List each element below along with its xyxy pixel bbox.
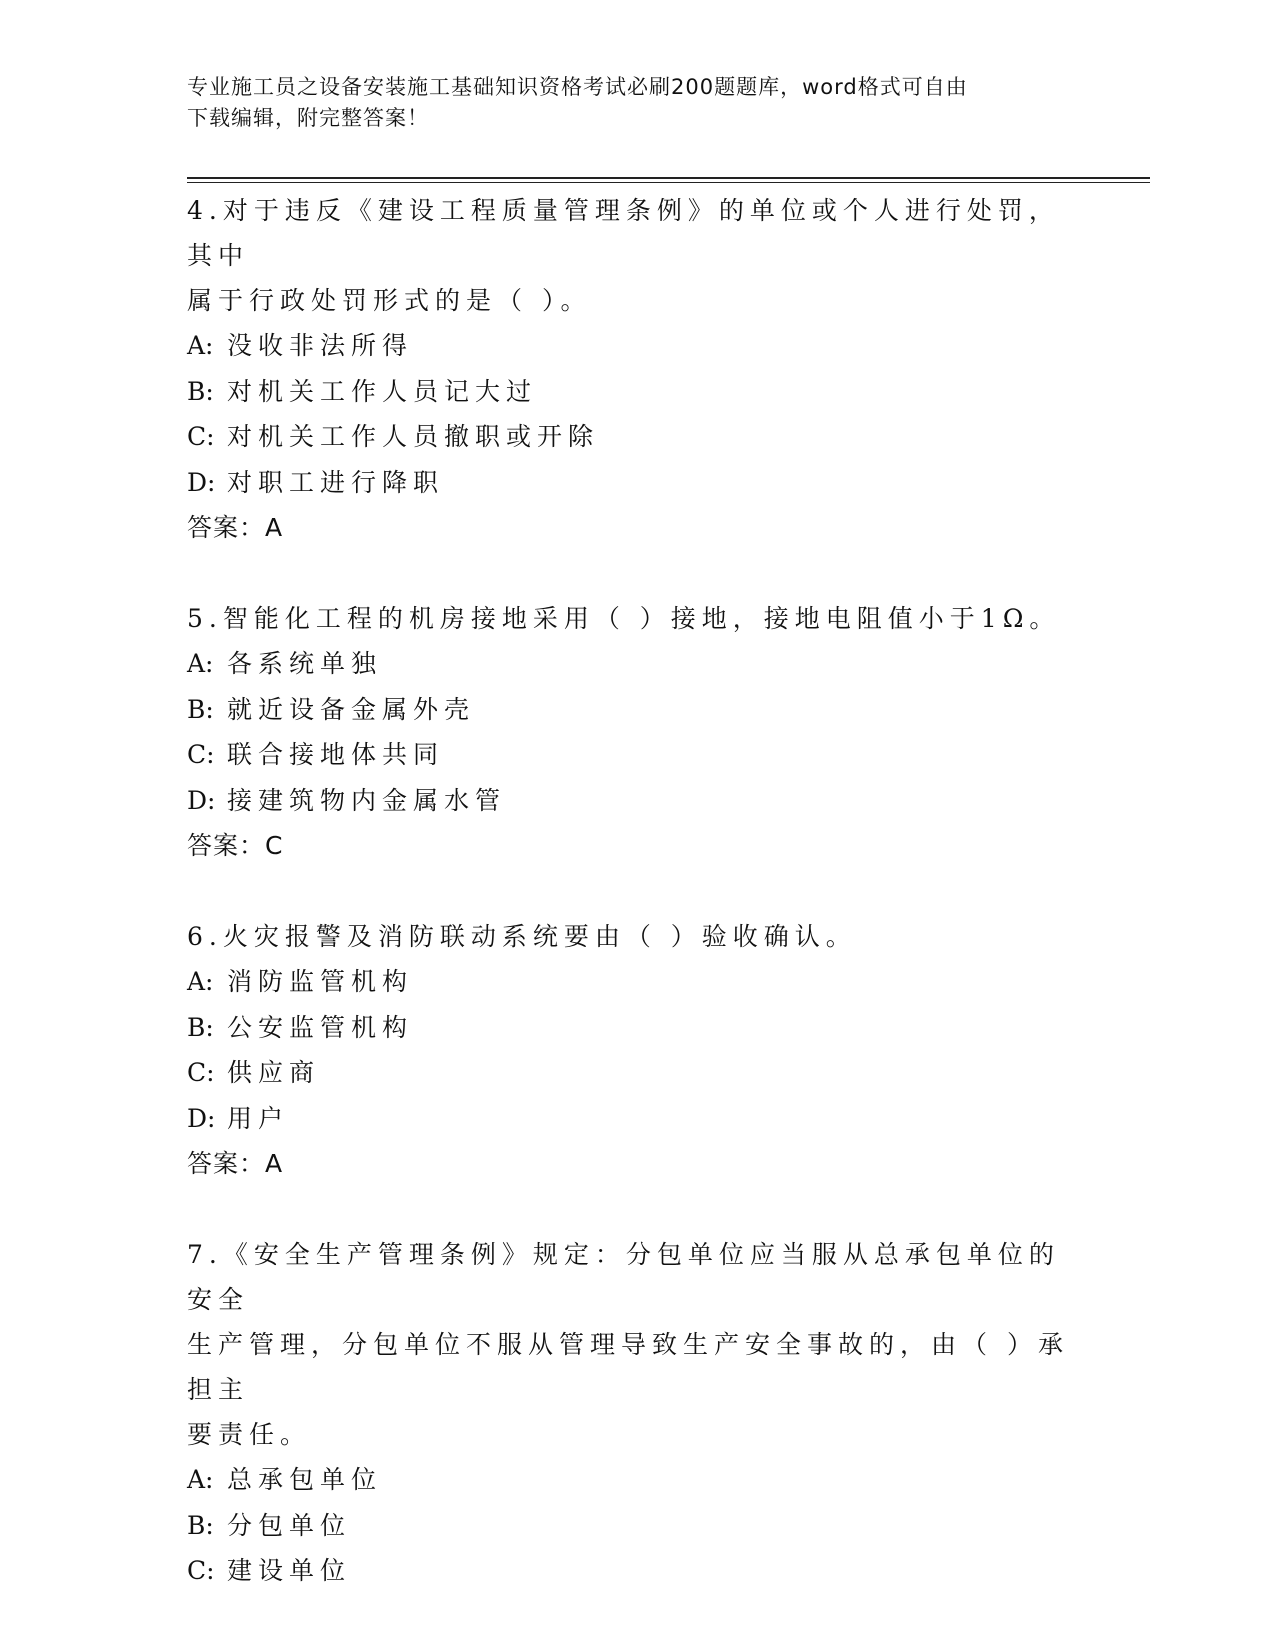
option-letter: C: — [187, 422, 215, 451]
option-text: 对机关工作人员记大过 — [227, 376, 538, 406]
option-d — [187, 1096, 1087, 1142]
question-list — [187, 188, 1087, 1640]
option-letter: B: — [187, 1012, 214, 1042]
option-text: 分包单位 — [227, 1510, 352, 1540]
option-letter: A: — [187, 649, 214, 678]
option-c — [187, 414, 1087, 460]
header-divider-thick — [187, 177, 1150, 179]
option-letter: B: — [187, 1510, 214, 1540]
option-letter: B: — [187, 376, 214, 406]
option-b — [187, 1503, 1087, 1549]
option-a — [187, 323, 1087, 369]
question-text-line: 7.《安全生产管理条例》规定：分包单位应当服从总承包单位的安全 — [187, 1240, 1060, 1314]
question-text-line: 生产管理，分包单位不服从管理导致生产安全事故的，由（ ）承担主 — [187, 1330, 1069, 1404]
option-a — [187, 641, 1087, 687]
question-text-line: 属于行政处罚形式的是（ ）。 — [187, 286, 592, 315]
question-text-line: 要责任。 — [187, 1420, 312, 1449]
question-4 — [187, 188, 1087, 550]
header-divider-thin — [187, 182, 1150, 183]
header-title-line-1: 专业施工员之设备安装施工基础知识资格考试必刷200题题库，word格式可自由 — [187, 75, 968, 99]
option-text: 没收非法所得 — [227, 331, 414, 360]
option-a — [187, 1457, 1087, 1503]
option-letter: A: — [187, 331, 214, 360]
answer-line: 答案：A — [187, 513, 284, 542]
option-b — [187, 369, 1087, 415]
option-text: 公安监管机构 — [227, 1012, 414, 1042]
option-b — [187, 1005, 1087, 1051]
option-text: 对职工进行降职 — [227, 467, 445, 497]
question-text-line: 4.对于违反《建设工程质量管理条例》的单位或个人进行处罚，其中 — [187, 196, 1060, 270]
option-c — [187, 1548, 1087, 1594]
option-a — [187, 959, 1087, 1005]
option-letter: D: — [187, 785, 216, 815]
option-text: 联合接地体共同 — [227, 740, 445, 769]
option-letter: C: — [187, 740, 215, 769]
option-letter: C: — [187, 1058, 215, 1087]
option-letter: C: — [187, 1556, 215, 1585]
option-text: 就近设备金属外壳 — [227, 694, 476, 724]
option-text: 消防监管机构 — [227, 967, 414, 996]
question-5 — [187, 596, 1087, 868]
answer-line: 答案：A — [187, 1149, 284, 1178]
document-header — [187, 72, 1067, 134]
option-text: 各系统单独 — [227, 649, 383, 678]
question-text-line: 6.火灾报警及消防联动系统要由（ ）验收确认。 — [187, 922, 857, 951]
option-b — [187, 687, 1087, 733]
option-text: 供应商 — [227, 1058, 321, 1087]
option-c — [187, 1050, 1087, 1096]
option-d — [187, 778, 1087, 824]
question-6 — [187, 914, 1087, 1186]
question-text-line: 5.智能化工程的机房接地采用（ ）接地，接地电阻值小于1Ω。 — [187, 604, 1061, 633]
option-letter: B: — [187, 694, 214, 724]
option-letter: D: — [187, 1103, 216, 1133]
option-letter: A: — [187, 967, 214, 996]
option-text: 建设单位 — [227, 1556, 352, 1585]
option-text: 接建筑物内金属水管 — [227, 785, 507, 815]
option-letter: A: — [187, 1465, 214, 1494]
option-c — [187, 732, 1087, 778]
option-letter: D: — [187, 467, 216, 497]
header-title-line-2: 下载编辑，附完整答案！ — [187, 106, 429, 130]
option-text: 用户 — [227, 1103, 290, 1133]
question-7 — [187, 1232, 1087, 1594]
option-text: 总承包单位 — [227, 1465, 383, 1494]
option-d — [187, 460, 1087, 506]
option-text: 对机关工作人员撤职或开除 — [227, 422, 600, 451]
answer-line: 答案：C — [187, 831, 284, 860]
